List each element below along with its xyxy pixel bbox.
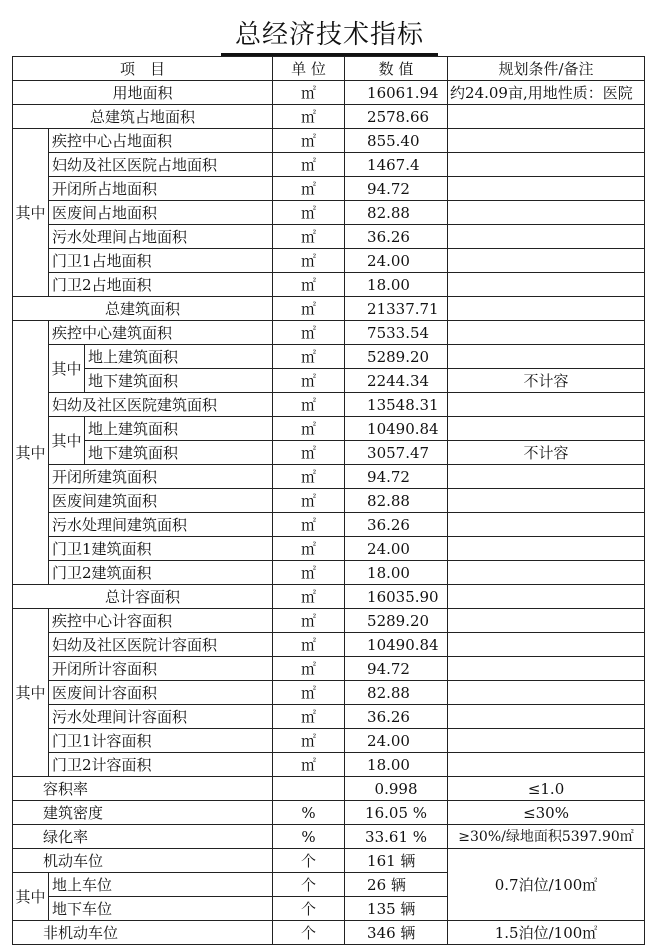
value-cell: 82.88 [345, 201, 448, 225]
unit-cell: ㎡ [273, 225, 345, 249]
note-cell: 不计容 [448, 441, 645, 465]
row-label: 地上建筑面积 [85, 345, 273, 369]
row-label: 非机动车位 [13, 921, 273, 945]
unit-cell: % [273, 801, 345, 825]
row-label: 总建筑占地面积 [13, 105, 273, 129]
table-row [13, 129, 645, 153]
table-row [13, 849, 645, 873]
value-cell: 1467.4 [345, 153, 448, 177]
note-cell [448, 633, 645, 657]
row-label: 门卫1计容面积 [49, 729, 273, 753]
header-item: 项 目 [13, 57, 273, 81]
unit-cell: ㎡ [273, 513, 345, 537]
row-label: 地上建筑面积 [85, 417, 273, 441]
subgroup-label: 其中 [49, 417, 85, 465]
table-row [13, 81, 645, 105]
row-label: 疾控中心计容面积 [49, 609, 273, 633]
group-label: 其中 [13, 321, 49, 585]
row-label: 污水处理间建筑面积 [49, 513, 273, 537]
table-row [13, 321, 645, 345]
table-row [13, 777, 645, 801]
unit-cell: ㎡ [273, 153, 345, 177]
row-label: 门卫2占地面积 [49, 273, 273, 297]
row-label: 建筑密度 [13, 801, 273, 825]
note-cell: ≤30% [448, 801, 645, 825]
value-cell: 0.998 [345, 777, 448, 801]
unit-cell: ㎡ [273, 633, 345, 657]
note-cell: 1.5泊位/100㎡ [448, 921, 645, 945]
table-row [13, 201, 645, 225]
value-cell: 24.00 [345, 249, 448, 273]
unit-cell: ㎡ [273, 249, 345, 273]
unit-cell: ㎡ [273, 273, 345, 297]
table-row [13, 801, 645, 825]
unit-cell: ㎡ [273, 657, 345, 681]
note-cell [448, 393, 645, 417]
note-cell [448, 225, 645, 249]
unit-cell: ㎡ [273, 585, 345, 609]
note-cell [448, 561, 645, 585]
table-row [13, 417, 645, 441]
note-cell [448, 177, 645, 201]
row-label: 门卫2建筑面积 [49, 561, 273, 585]
table-row [13, 369, 645, 393]
header-row [13, 57, 645, 81]
value-cell: 18.00 [345, 753, 448, 777]
note-cell [448, 753, 645, 777]
unit-cell: ㎡ [273, 441, 345, 465]
indicator-table [12, 56, 645, 945]
table-row [13, 393, 645, 417]
value-cell: 13548.31 [345, 393, 448, 417]
unit-cell: ㎡ [273, 537, 345, 561]
value-cell: 26 辆 [345, 873, 448, 897]
table-row [13, 345, 645, 369]
note-cell [448, 705, 645, 729]
row-label: 用地面积 [13, 81, 273, 105]
table-row [13, 177, 645, 201]
note-cell [448, 609, 645, 633]
unit-cell: ㎡ [273, 489, 345, 513]
table-row [13, 681, 645, 705]
table-row [13, 609, 645, 633]
row-label: 疾控中心建筑面积 [49, 321, 273, 345]
row-label: 妇幼及社区医院建筑面积 [49, 393, 273, 417]
header-note: 规划条件/备注 [448, 57, 645, 81]
unit-cell: ㎡ [273, 177, 345, 201]
row-label: 总建筑面积 [13, 297, 273, 321]
value-cell: 16035.90 [345, 585, 448, 609]
table-row [13, 585, 645, 609]
note-cell [448, 153, 645, 177]
document-title: 总经济技术指标 [0, 14, 659, 56]
row-label: 机动车位 [13, 849, 273, 873]
note-cell: 约24.09亩,用地性质：医院 [448, 81, 645, 105]
table-row [13, 489, 645, 513]
value-cell: 36.26 [345, 225, 448, 249]
table-row [13, 657, 645, 681]
note-cell: 0.7泊位/100㎡ [448, 849, 645, 921]
value-cell: 5289.20 [345, 345, 448, 369]
table-row [13, 441, 645, 465]
unit-cell: ㎡ [273, 321, 345, 345]
note-cell [448, 537, 645, 561]
table-row [13, 105, 645, 129]
note-cell [448, 297, 645, 321]
unit-cell: ㎡ [273, 705, 345, 729]
row-label: 疾控中心占地面积 [49, 129, 273, 153]
unit-cell: ㎡ [273, 465, 345, 489]
value-cell: 36.26 [345, 705, 448, 729]
value-cell: 94.72 [345, 177, 448, 201]
value-cell: 36.26 [345, 513, 448, 537]
row-label: 绿化率 [13, 825, 273, 849]
unit-cell: 个 [273, 873, 345, 897]
group-label: 其中 [13, 873, 49, 921]
row-label: 开闭所建筑面积 [49, 465, 273, 489]
unit-cell: ㎡ [273, 753, 345, 777]
value-cell: 135 辆 [345, 897, 448, 921]
row-label: 医废间建筑面积 [49, 489, 273, 513]
value-cell: 16061.94 [345, 81, 448, 105]
unit-cell: ㎡ [273, 417, 345, 441]
note-cell [448, 681, 645, 705]
note-cell [448, 729, 645, 753]
note-cell [448, 345, 645, 369]
row-label: 开闭所占地面积 [49, 177, 273, 201]
unit-cell: ㎡ [273, 129, 345, 153]
note-cell [448, 201, 645, 225]
group-label: 其中 [13, 129, 49, 297]
value-cell: 7533.54 [345, 321, 448, 345]
value-cell: 24.00 [345, 729, 448, 753]
value-cell: 346 辆 [345, 921, 448, 945]
table-row [13, 153, 645, 177]
row-label: 地下车位 [49, 897, 273, 921]
group-label: 其中 [13, 609, 49, 777]
value-cell: 161 辆 [345, 849, 448, 873]
value-cell: 18.00 [345, 561, 448, 585]
table-row [13, 513, 645, 537]
note-cell [448, 129, 645, 153]
value-cell: 33.61 % [345, 825, 448, 849]
value-cell: 16.05 % [345, 801, 448, 825]
note-cell [448, 321, 645, 345]
note-cell: 不计容 [448, 369, 645, 393]
unit-cell: ㎡ [273, 561, 345, 585]
note-cell [448, 417, 645, 441]
row-label: 门卫1占地面积 [49, 249, 273, 273]
table-row [13, 729, 645, 753]
table-row [13, 825, 645, 849]
table-row [13, 561, 645, 585]
row-label: 门卫2计容面积 [49, 753, 273, 777]
value-cell: 21337.71 [345, 297, 448, 321]
value-cell: 94.72 [345, 465, 448, 489]
row-label: 开闭所计容面积 [49, 657, 273, 681]
table-row [13, 465, 645, 489]
unit-cell: ㎡ [273, 105, 345, 129]
note-cell [448, 657, 645, 681]
unit-cell: ㎡ [273, 201, 345, 225]
table-row [13, 225, 645, 249]
unit-cell: ㎡ [273, 369, 345, 393]
row-label: 污水处理间占地面积 [49, 225, 273, 249]
note-cell [448, 273, 645, 297]
header-value: 数 值 [345, 57, 448, 81]
value-cell: 2578.66 [345, 105, 448, 129]
unit-cell: 个 [273, 921, 345, 945]
header-unit: 单 位 [273, 57, 345, 81]
unit-cell: ㎡ [273, 81, 345, 105]
table-row [13, 249, 645, 273]
note-cell [448, 249, 645, 273]
unit-cell: ㎡ [273, 345, 345, 369]
table-row [13, 273, 645, 297]
row-label: 地下建筑面积 [85, 369, 273, 393]
unit-cell: 个 [273, 897, 345, 921]
row-label: 门卫1建筑面积 [49, 537, 273, 561]
row-label: 污水处理间计容面积 [49, 705, 273, 729]
unit-cell: ㎡ [273, 681, 345, 705]
value-cell: 18.00 [345, 273, 448, 297]
unit-cell [273, 777, 345, 801]
value-cell: 2244.34 [345, 369, 448, 393]
unit-cell: ㎡ [273, 609, 345, 633]
table-row [13, 537, 645, 561]
note-cell [448, 105, 645, 129]
unit-cell: % [273, 825, 345, 849]
subgroup-label: 其中 [49, 345, 85, 393]
value-cell: 82.88 [345, 681, 448, 705]
row-label: 妇幼及社区医院计容面积 [49, 633, 273, 657]
value-cell: 24.00 [345, 537, 448, 561]
table-row [13, 921, 645, 945]
table-row [13, 297, 645, 321]
value-cell: 10490.84 [345, 417, 448, 441]
value-cell: 3057.47 [345, 441, 448, 465]
value-cell: 82.88 [345, 489, 448, 513]
table-row [13, 753, 645, 777]
row-label: 总计容面积 [13, 585, 273, 609]
note-cell [448, 465, 645, 489]
row-label: 地下建筑面积 [85, 441, 273, 465]
value-cell: 5289.20 [345, 609, 448, 633]
note-cell [448, 585, 645, 609]
note-cell: ≥30%/绿地面积5397.90㎡ [448, 825, 645, 849]
row-label: 地上车位 [49, 873, 273, 897]
table-row [13, 705, 645, 729]
note-cell [448, 513, 645, 537]
value-cell: 855.40 [345, 129, 448, 153]
unit-cell: ㎡ [273, 393, 345, 417]
table-row [13, 633, 645, 657]
note-cell: ≤1.0 [448, 777, 645, 801]
row-label: 容积率 [13, 777, 273, 801]
unit-cell: ㎡ [273, 729, 345, 753]
unit-cell: ㎡ [273, 297, 345, 321]
note-cell [448, 489, 645, 513]
unit-cell: 个 [273, 849, 345, 873]
row-label: 医废间占地面积 [49, 201, 273, 225]
value-cell: 94.72 [345, 657, 448, 681]
row-label: 医废间计容面积 [49, 681, 273, 705]
value-cell: 10490.84 [345, 633, 448, 657]
row-label: 妇幼及社区医院占地面积 [49, 153, 273, 177]
